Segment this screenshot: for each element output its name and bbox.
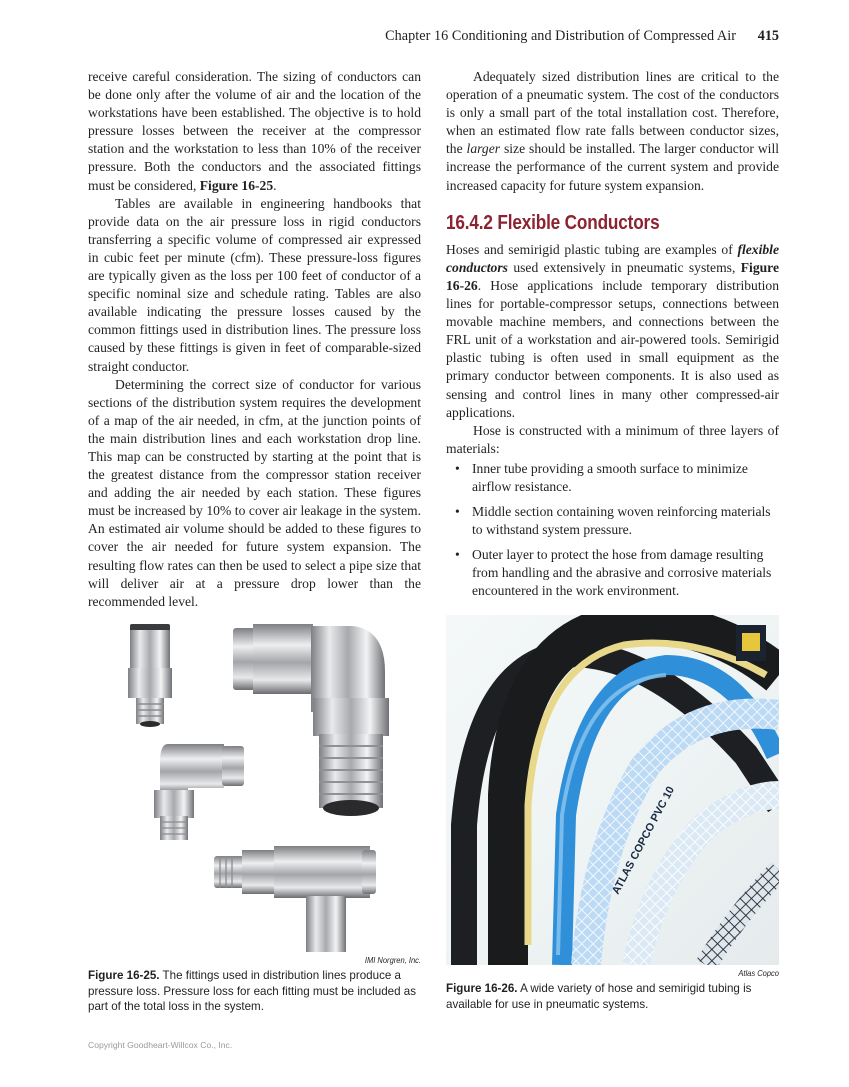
figure-reference[interactable]: Figure 16-25 xyxy=(199,177,274,193)
figure-16-26 xyxy=(446,615,779,1012)
paragraph xyxy=(446,422,779,458)
bullet-item: • Middle section containing woven reinforcing materials to withstand system pressure. xyxy=(454,503,779,539)
text-run: . Hose applications include temporary distribution lines for portable-compressor setups, connections between movable machine members, and connections between the FRL unit of a workstation and air-powered tools. Semirigid plastic tubing is often used in small equipment as the primary conductor between components. It is also used as sensing and control lines in many other compressed-air applications. xyxy=(446,277,779,420)
page-number: 415 xyxy=(757,28,779,44)
text-run: Determining the correct size of conductor for various sections of the distribution system requires the development of a map of the air needed, in cfm, at the junction points of the main distribution lines and each workstation drop line. This map can be constructed by starting at the point that is the greatest distance from the compressor station receiver and adding the air needed by each station. These figures must be increased by 10% to cover air leakage in the system. An estimated air volume should be added to these figures to cover the air needed for future system expansion. The resulting flow rates can then be used to select a pipe size that will deliver air at a pressure drop lower than the recommended level. xyxy=(88,376,421,609)
text-run: used extensively in pneumatic systems, xyxy=(507,259,741,275)
figure-label: Figure 16-25. xyxy=(88,969,160,982)
figure-caption xyxy=(88,968,421,1015)
hoses-illustration xyxy=(446,615,779,965)
photo-credit: Atlas Copco xyxy=(738,968,779,978)
chapter-title: Chapter 16 Conditioning and Distribution of Compressed Air xyxy=(385,28,736,44)
key-term: flexible conductors xyxy=(446,241,779,275)
figure-reference[interactable]: Figure 16-26 xyxy=(446,259,779,293)
caption-text: A wide variety of hose and semirigid tubing is available for use in pneumatic systems. xyxy=(446,982,752,1011)
fittings-photo xyxy=(88,612,421,952)
left-column xyxy=(88,68,421,611)
figure-label: Figure 16-26. xyxy=(446,982,518,995)
bullet-list xyxy=(446,460,779,600)
paragraph xyxy=(88,195,421,376)
small-elbow xyxy=(154,744,244,840)
text-run: receive careful consideration. The sizing of conductors can be done only after the volume of air and the location of the workstations have been established. The objective is to hold pressure losses between the receiver at the compressor station and the workstation to less than 10% of the receiver pressure. Both the conductors and the associated fittings must be considered, xyxy=(88,69,421,193)
section-heading: 16.4.2 Flexible Conductors xyxy=(446,211,660,234)
large-elbow xyxy=(233,624,389,816)
hoses-photo xyxy=(446,615,779,965)
paragraph xyxy=(88,68,421,195)
bullet-item: • Outer layer to protect the hose from damage resulting from handling and the abrasive and corrosive materials encountered in the work environment. xyxy=(454,546,779,600)
fittings-illustration xyxy=(88,612,421,952)
copyright-footer: Copyright Goodheart-Willcox Co., Inc. xyxy=(88,1040,233,1050)
running-header xyxy=(0,28,849,48)
paragraph xyxy=(446,241,779,422)
text-run: Hoses and semirigid plastic tubing are examples of xyxy=(446,241,738,257)
paragraph xyxy=(446,68,779,195)
right-column xyxy=(446,68,779,607)
figure-16-25 xyxy=(88,612,421,1015)
text-run: Hose is constructed with a minimum of three layers of materials: xyxy=(446,422,779,456)
straight-connector xyxy=(128,624,172,727)
paragraph xyxy=(88,376,421,611)
figure-caption xyxy=(446,981,779,1012)
text-run: size should be installed. The larger conductor will increase the performance of the current system and provide increased capacity for future system expansion. xyxy=(446,141,779,193)
tube-print: ATLAS COPCO PVC 10 xyxy=(610,784,678,897)
emphasis: larger xyxy=(466,141,501,157)
photo-credit: IMI Norgren, Inc. xyxy=(364,955,421,965)
text-run: Adequately sized distribution lines are critical to the operation of a pneumatic system. The cost of the conductors is only a small part of the total installation cost. Therefore, when an estimated flow rate falls between conductor sizes, the xyxy=(446,69,779,157)
text-run: Tables are available in engineering handbooks that provide data on the air pressure loss in rigid conductors transferring a specific volume of compressed air expressed in cubic feet per minute (cfm). These pressure-loss figures are typically given as the loss per 100 feet of conductor of a specific nominal size and schedule rating. Tables are also available indicating the pressure losses caused by the common fittings used in distribution lines. The pressure loss caused by these fittings is given in feet of comparable-sized straight conductor. xyxy=(88,195,421,374)
text-run: . xyxy=(273,177,277,193)
caption-text: The fittings used in distribution lines produce a pressure loss. Pressure loss for each fitting must be included as part of the total loss in the system. xyxy=(88,969,416,1014)
tee-fitting xyxy=(214,846,376,952)
bullet-item: • Inner tube providing a smooth surface to minimize airflow resistance. xyxy=(454,460,779,496)
